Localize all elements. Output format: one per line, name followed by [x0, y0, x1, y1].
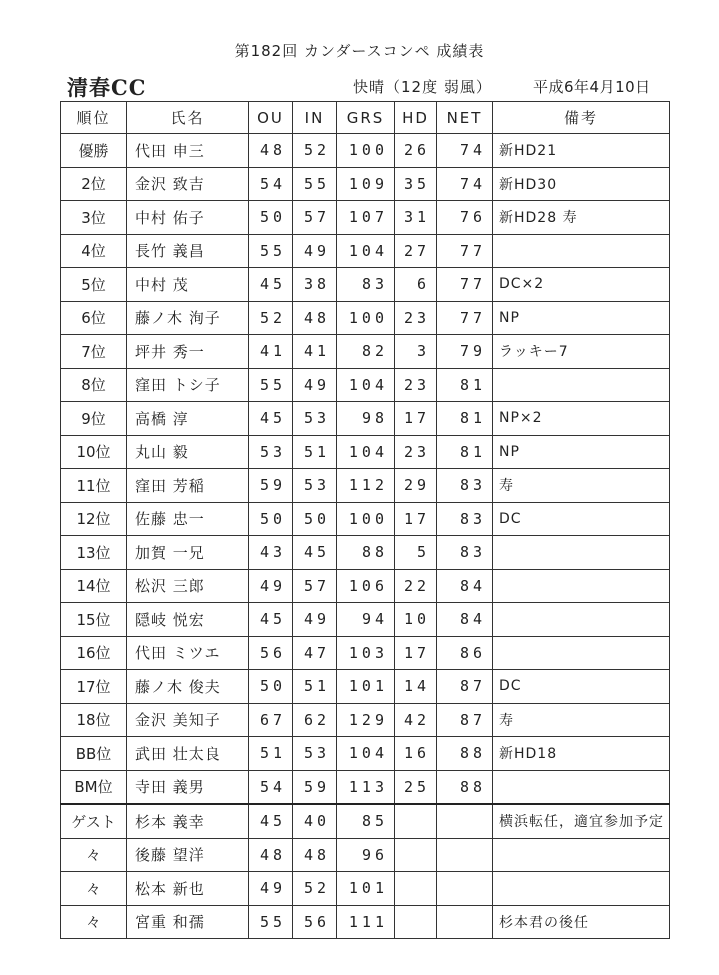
rank-cell: 5位: [61, 268, 127, 302]
net-cell: [437, 872, 493, 906]
rank-cell: 9位: [61, 402, 127, 436]
net-cell: 88: [437, 770, 493, 804]
remarks-cell: [493, 536, 670, 570]
name-cell: 長竹 義昌: [127, 234, 249, 268]
remarks-cell: 新HD18: [493, 737, 670, 771]
handicap-cell: [395, 838, 437, 872]
remarks-cell: [493, 636, 670, 670]
net-cell: 84: [437, 569, 493, 603]
gross-cell: 104: [337, 234, 395, 268]
rank-cell: 7位: [61, 335, 127, 369]
handicap-cell: 16: [395, 737, 437, 771]
handicap-cell: 22: [395, 569, 437, 603]
remarks-cell: DC: [493, 670, 670, 704]
table-row: [61, 603, 670, 637]
remarks-cell: 杉本君の後任: [493, 905, 670, 939]
handicap-cell: 23: [395, 435, 437, 469]
gross-cell: 101: [337, 872, 395, 906]
name-cell: 松本 新也: [127, 872, 249, 906]
in-cell: 55: [293, 167, 337, 201]
table-row: [61, 301, 670, 335]
gross-cell: 109: [337, 167, 395, 201]
in-cell: 41: [293, 335, 337, 369]
remarks-cell: DC: [493, 502, 670, 536]
gross-cell: 104: [337, 368, 395, 402]
table-row: [61, 268, 670, 302]
header-in: IN: [293, 102, 337, 134]
out-cell: 52: [249, 301, 293, 335]
remarks-cell: [493, 368, 670, 402]
in-cell: 48: [293, 838, 337, 872]
out-cell: 56: [249, 636, 293, 670]
page-title: 第182回 カンダースコンペ 成績表: [234, 42, 485, 60]
out-cell: 50: [249, 502, 293, 536]
name-cell: 松沢 三郎: [127, 569, 249, 603]
gross-cell: 96: [337, 838, 395, 872]
name-cell: 宮重 和孺: [127, 905, 249, 939]
out-cell: 45: [249, 804, 293, 838]
gross-cell: 129: [337, 703, 395, 737]
table-row: [61, 134, 670, 168]
in-cell: 57: [293, 201, 337, 235]
rank-cell: 11位: [61, 469, 127, 503]
net-cell: 77: [437, 234, 493, 268]
club-name: 清春CC: [67, 75, 147, 100]
name-cell: 中村 佑子: [127, 201, 249, 235]
table-row: [61, 234, 670, 268]
out-cell: 48: [249, 838, 293, 872]
gross-cell: 101: [337, 670, 395, 704]
rank-cell: 18位: [61, 703, 127, 737]
name-cell: 丸山 毅: [127, 435, 249, 469]
out-cell: 43: [249, 536, 293, 570]
handicap-cell: 42: [395, 703, 437, 737]
rank-cell: BM位: [61, 770, 127, 804]
remarks-cell: [493, 569, 670, 603]
name-cell: 金沢 美知子: [127, 703, 249, 737]
net-cell: 83: [437, 502, 493, 536]
net-cell: 74: [437, 134, 493, 168]
remarks-cell: ラッキー7: [493, 335, 670, 369]
name-cell: 高橋 淳: [127, 402, 249, 436]
in-cell: 47: [293, 636, 337, 670]
handicap-cell: 6: [395, 268, 437, 302]
in-cell: 51: [293, 670, 337, 704]
rank-cell: 12位: [61, 502, 127, 536]
handicap-cell: 31: [395, 201, 437, 235]
in-cell: 53: [293, 402, 337, 436]
in-cell: 40: [293, 804, 337, 838]
table-row: [61, 905, 670, 939]
table-row: [61, 636, 670, 670]
in-cell: 53: [293, 737, 337, 771]
out-cell: 50: [249, 201, 293, 235]
gross-cell: 113: [337, 770, 395, 804]
name-cell: 金沢 致吉: [127, 167, 249, 201]
handicap-cell: [395, 905, 437, 939]
table-row: [61, 569, 670, 603]
header-gross: GRS: [337, 102, 395, 134]
name-cell: 中村 茂: [127, 268, 249, 302]
name-cell: 隠岐 悦宏: [127, 603, 249, 637]
remarks-cell: 寿: [493, 703, 670, 737]
out-cell: 55: [249, 368, 293, 402]
out-cell: 54: [249, 167, 293, 201]
net-cell: 83: [437, 469, 493, 503]
weather-info: 快晴（12度 弱風）: [353, 78, 492, 96]
in-cell: 49: [293, 368, 337, 402]
rank-cell: BB位: [61, 737, 127, 771]
out-cell: 49: [249, 569, 293, 603]
table-row: [61, 737, 670, 771]
in-cell: 57: [293, 569, 337, 603]
net-cell: 81: [437, 402, 493, 436]
net-cell: 81: [437, 435, 493, 469]
net-cell: 87: [437, 670, 493, 704]
remarks-cell: [493, 770, 670, 804]
in-cell: 56: [293, 905, 337, 939]
handicap-cell: [395, 872, 437, 906]
net-cell: 81: [437, 368, 493, 402]
net-cell: [437, 838, 493, 872]
out-cell: 50: [249, 670, 293, 704]
name-cell: 代田 ミツエ: [127, 636, 249, 670]
gross-cell: 112: [337, 469, 395, 503]
in-cell: 53: [293, 469, 337, 503]
handicap-cell: 5: [395, 536, 437, 570]
handicap-cell: 25: [395, 770, 437, 804]
net-cell: 74: [437, 167, 493, 201]
table-row: [61, 201, 670, 235]
gross-cell: 98: [337, 402, 395, 436]
name-cell: 武田 壮太良: [127, 737, 249, 771]
handicap-cell: 17: [395, 402, 437, 436]
net-cell: 84: [437, 603, 493, 637]
in-cell: 59: [293, 770, 337, 804]
out-cell: 45: [249, 268, 293, 302]
rank-cell: 10位: [61, 435, 127, 469]
remarks-cell: [493, 603, 670, 637]
in-cell: 50: [293, 502, 337, 536]
in-cell: 45: [293, 536, 337, 570]
in-cell: 52: [293, 872, 337, 906]
name-cell: 代田 申三: [127, 134, 249, 168]
out-cell: 55: [249, 234, 293, 268]
handicap-cell: 14: [395, 670, 437, 704]
out-cell: 51: [249, 737, 293, 771]
in-cell: 49: [293, 603, 337, 637]
handicap-cell: [395, 804, 437, 838]
gross-cell: 88: [337, 536, 395, 570]
gross-cell: 107: [337, 201, 395, 235]
name-cell: 杉本 義幸: [127, 804, 249, 838]
net-cell: 88: [437, 737, 493, 771]
net-cell: 83: [437, 536, 493, 570]
net-cell: 76: [437, 201, 493, 235]
rank-cell: 々: [61, 872, 127, 906]
results-table: [60, 101, 670, 939]
name-cell: 後藤 望洋: [127, 838, 249, 872]
table-row: [61, 502, 670, 536]
handicap-cell: 10: [395, 603, 437, 637]
header-remarks: 備考: [493, 102, 670, 134]
header-out: OU: [249, 102, 293, 134]
remarks-cell: 新HD21: [493, 134, 670, 168]
handicap-cell: 29: [395, 469, 437, 503]
handicap-cell: 17: [395, 502, 437, 536]
header-name: 氏名: [127, 102, 249, 134]
name-cell: 窪田 芳稲: [127, 469, 249, 503]
table-row: [61, 838, 670, 872]
rank-cell: 8位: [61, 368, 127, 402]
rank-cell: 14位: [61, 569, 127, 603]
in-cell: 51: [293, 435, 337, 469]
out-cell: 54: [249, 770, 293, 804]
name-cell: 佐藤 忠一: [127, 502, 249, 536]
name-cell: 寺田 義男: [127, 770, 249, 804]
header-net: NET: [437, 102, 493, 134]
table-row: [61, 469, 670, 503]
rank-cell: 3位: [61, 201, 127, 235]
table-row: [61, 770, 670, 804]
gross-cell: 104: [337, 737, 395, 771]
out-cell: 41: [249, 335, 293, 369]
gross-cell: 83: [337, 268, 395, 302]
remarks-cell: [493, 234, 670, 268]
net-cell: 87: [437, 703, 493, 737]
name-cell: 窪田 トシ子: [127, 368, 249, 402]
remarks-cell: [493, 872, 670, 906]
remarks-cell: 横浜転任，適宜参加予定: [493, 804, 670, 838]
table-row: [61, 435, 670, 469]
net-cell: [437, 905, 493, 939]
out-cell: 53: [249, 435, 293, 469]
in-cell: 38: [293, 268, 337, 302]
rank-cell: 々: [61, 838, 127, 872]
name-cell: 藤ノ木 俊夫: [127, 670, 249, 704]
net-cell: 86: [437, 636, 493, 670]
handicap-cell: 26: [395, 134, 437, 168]
in-cell: 49: [293, 234, 337, 268]
gross-cell: 100: [337, 301, 395, 335]
gross-cell: 100: [337, 502, 395, 536]
gross-cell: 94: [337, 603, 395, 637]
table-row: [61, 368, 670, 402]
table-row: [61, 402, 670, 436]
rank-cell: 16位: [61, 636, 127, 670]
rank-cell: 4位: [61, 234, 127, 268]
gross-cell: 103: [337, 636, 395, 670]
header-handicap: HD: [395, 102, 437, 134]
rank-cell: 15位: [61, 603, 127, 637]
event-date: 平成6年4月10日: [533, 78, 651, 96]
gross-cell: 104: [337, 435, 395, 469]
gross-cell: 100: [337, 134, 395, 168]
rank-cell: 13位: [61, 536, 127, 570]
rank-cell: 々: [61, 905, 127, 939]
in-cell: 62: [293, 703, 337, 737]
gross-cell: 106: [337, 569, 395, 603]
remarks-cell: 新HD28 寿: [493, 201, 670, 235]
net-cell: 79: [437, 335, 493, 369]
remarks-cell: DC×2: [493, 268, 670, 302]
out-cell: 45: [249, 603, 293, 637]
net-cell: 77: [437, 268, 493, 302]
remarks-cell: [493, 838, 670, 872]
out-cell: 55: [249, 905, 293, 939]
rank-cell: 17位: [61, 670, 127, 704]
out-cell: 67: [249, 703, 293, 737]
header-rank: 順位: [61, 102, 127, 134]
handicap-cell: 23: [395, 301, 437, 335]
gross-cell: 85: [337, 804, 395, 838]
header-row: [61, 102, 670, 134]
net-cell: 77: [437, 301, 493, 335]
remarks-cell: 新HD30: [493, 167, 670, 201]
rank-cell: 2位: [61, 167, 127, 201]
in-cell: 52: [293, 134, 337, 168]
remarks-cell: NP: [493, 301, 670, 335]
rank-cell: 6位: [61, 301, 127, 335]
gross-cell: 82: [337, 335, 395, 369]
table-row: [61, 804, 670, 838]
table-row: [61, 167, 670, 201]
table-row: [61, 872, 670, 906]
remarks-cell: NP: [493, 435, 670, 469]
out-cell: 59: [249, 469, 293, 503]
out-cell: 48: [249, 134, 293, 168]
name-cell: 藤ノ木 洵子: [127, 301, 249, 335]
in-cell: 48: [293, 301, 337, 335]
handicap-cell: 17: [395, 636, 437, 670]
table-row: [61, 335, 670, 369]
remarks-cell: 寿: [493, 469, 670, 503]
rank-cell: ゲスト: [61, 804, 127, 838]
handicap-cell: 3: [395, 335, 437, 369]
handicap-cell: 35: [395, 167, 437, 201]
out-cell: 49: [249, 872, 293, 906]
gross-cell: 111: [337, 905, 395, 939]
table-row: [61, 670, 670, 704]
name-cell: 坪井 秀一: [127, 335, 249, 369]
out-cell: 45: [249, 402, 293, 436]
net-cell: [437, 804, 493, 838]
name-cell: 加賀 一兄: [127, 536, 249, 570]
handicap-cell: 27: [395, 234, 437, 268]
remarks-cell: NP×2: [493, 402, 670, 436]
rank-cell: 優勝: [61, 134, 127, 168]
table-row: [61, 703, 670, 737]
table-row: [61, 536, 670, 570]
handicap-cell: 23: [395, 368, 437, 402]
